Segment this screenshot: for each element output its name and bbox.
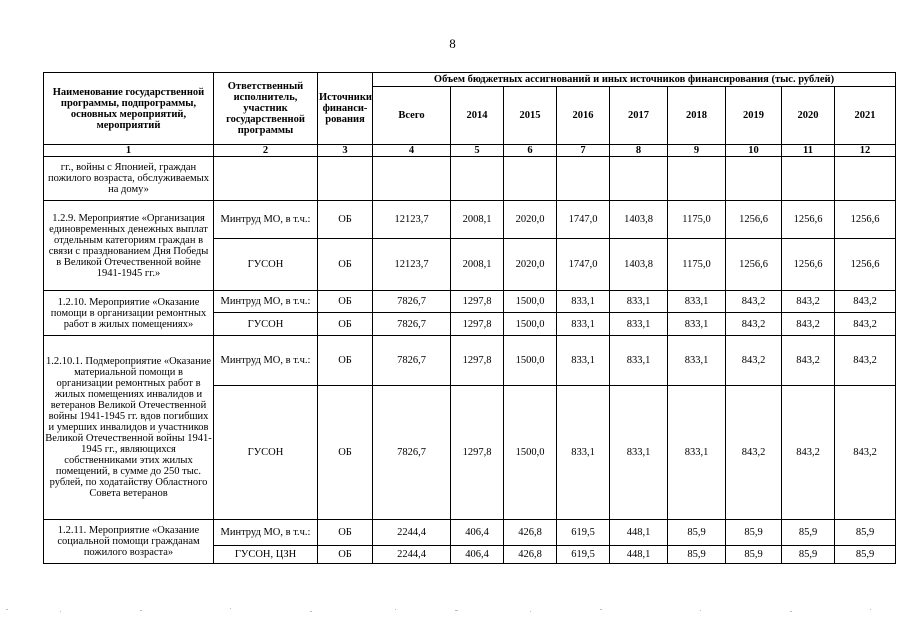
row-name: 1.2.10. Мероприятие «Оказание помощи в организации ремонтных работ в жилых помещениях» (44, 291, 214, 336)
value-cell: 7826,7 (373, 313, 451, 336)
header-responsible: Ответственный исполнитель, участник государственной программы (214, 73, 318, 145)
value-cell: 12123,7 (373, 239, 451, 291)
header-year: 2021 (835, 87, 896, 145)
value-cell: 426,8 (504, 546, 557, 564)
column-number: 11 (782, 145, 835, 157)
value-cell: 843,2 (782, 291, 835, 313)
value-cell: 833,1 (668, 291, 726, 313)
value-cell: 2020,0 (504, 239, 557, 291)
value-cell: 833,1 (668, 313, 726, 336)
responsible-cell: ГУСОН, ЦЗН (214, 546, 318, 564)
header-year: 2016 (557, 87, 610, 145)
header-year: 2020 (782, 87, 835, 145)
column-number: 4 (373, 145, 451, 157)
responsible-cell: ГУСОН (214, 386, 318, 520)
responsible-cell: ГУСОН (214, 313, 318, 336)
source-cell: ОБ (318, 386, 373, 520)
value-cell: 1747,0 (557, 239, 610, 291)
column-number: 3 (318, 145, 373, 157)
value-cell: 843,2 (835, 336, 896, 386)
value-cell: 843,2 (835, 291, 896, 313)
value-cell: 1256,6 (835, 201, 896, 239)
value-cell: 1175,0 (668, 201, 726, 239)
table-row (44, 201, 896, 239)
header-year: 2015 (504, 87, 557, 145)
value-cell: 833,1 (668, 336, 726, 386)
value-cell: 448,1 (610, 546, 668, 564)
value-cell: 843,2 (726, 313, 782, 336)
value-cell: 1403,8 (610, 239, 668, 291)
value-cell: 1500,0 (504, 386, 557, 520)
value-cell: 843,2 (782, 336, 835, 386)
value-cell: 448,1 (610, 520, 668, 546)
value-cell: 833,1 (610, 313, 668, 336)
value-cell: 843,2 (726, 336, 782, 386)
value-cell: 1500,0 (504, 291, 557, 313)
value-cell: 85,9 (668, 520, 726, 546)
value-cell: 619,5 (557, 546, 610, 564)
row-name: гг., войны с Японией, граждан пожилого возраста, обслуживаемых на дому» (44, 157, 214, 201)
source-cell: ОБ (318, 520, 373, 546)
value-cell: 843,2 (835, 313, 896, 336)
value-cell: 833,1 (610, 386, 668, 520)
value-cell: 1297,8 (451, 386, 504, 520)
table-row (44, 520, 896, 546)
value-cell: 12123,7 (373, 201, 451, 239)
column-number: 5 (451, 145, 504, 157)
responsible-cell: Минтруд МО, в т.ч.: (214, 336, 318, 386)
row-name: 1.2.11. Мероприятие «Оказание социальной помощи гражданам пожилого возраста» (44, 520, 214, 564)
value-cell: 833,1 (557, 386, 610, 520)
source-cell: ОБ (318, 239, 373, 291)
value-cell: 1256,6 (835, 239, 896, 291)
value-cell: 833,1 (557, 313, 610, 336)
value-cell: 833,1 (557, 336, 610, 386)
row-name: 1.2.10.1. Подмероприятие «Оказание материальной помощи в организации ремонтных работ в жилых помещениях инвалидов и ветеранов Великой Отечественной войны 1941-1945 гг. вдов погибших и умерших инвалидов и участников Великой Отечественной войны 1941-1945 гг., являющихся собственниками этих жилых помещений, в сумме до 250 тыс. рублей, по ходатайству Областного Совета ветеранов (44, 336, 214, 520)
value-cell: 2020,0 (504, 201, 557, 239)
value-cell: 85,9 (835, 546, 896, 564)
value-cell: 1297,8 (451, 291, 504, 313)
value-cell: 1175,0 (668, 239, 726, 291)
value-cell: 1256,6 (726, 239, 782, 291)
value-cell: 1256,6 (782, 201, 835, 239)
header-name: Наименование государственной программы, подпрограммы, основных мероприятий, мероприятий (44, 73, 214, 145)
value-cell: 85,9 (782, 520, 835, 546)
value-cell: 1747,0 (557, 201, 610, 239)
header-year: 2017 (610, 87, 668, 145)
value-cell: 7826,7 (373, 291, 451, 313)
value-cell: 1500,0 (504, 336, 557, 386)
value-cell: 7826,7 (373, 386, 451, 520)
value-cell: 843,2 (726, 386, 782, 520)
page-number: 8 (449, 36, 456, 51)
source-cell: ОБ (318, 291, 373, 313)
value-cell: 833,1 (668, 386, 726, 520)
value-cell: 2008,1 (451, 239, 504, 291)
table-row (44, 336, 896, 386)
header-total: Всего (373, 87, 451, 145)
value-cell: 843,2 (782, 313, 835, 336)
value-cell: 2008,1 (451, 201, 504, 239)
header-year: 2019 (726, 87, 782, 145)
value-cell: 843,2 (782, 386, 835, 520)
value-cell: 85,9 (726, 546, 782, 564)
source-cell: ОБ (318, 336, 373, 386)
value-cell: 7826,7 (373, 336, 451, 386)
header-sources: Источники финанси-рования (318, 73, 373, 145)
header-volume: Объем бюджетных ассигнований и иных источников финансирования (тыс. рублей) (373, 73, 896, 87)
value-cell: 843,2 (726, 291, 782, 313)
value-cell: 833,1 (610, 336, 668, 386)
column-number: 6 (504, 145, 557, 157)
value-cell: 1256,6 (782, 239, 835, 291)
header-year: 2018 (668, 87, 726, 145)
column-number: 2 (214, 145, 318, 157)
source-cell: ОБ (318, 201, 373, 239)
value-cell: 85,9 (835, 520, 896, 546)
value-cell: 843,2 (835, 386, 896, 520)
responsible-cell: ГУСОН (214, 239, 318, 291)
source-cell: ОБ (318, 313, 373, 336)
value-cell: 833,1 (610, 291, 668, 313)
value-cell: 2244,4 (373, 546, 451, 564)
value-cell: 1500,0 (504, 313, 557, 336)
value-cell: 406,4 (451, 520, 504, 546)
value-cell: 1297,8 (451, 313, 504, 336)
source-cell: ОБ (318, 546, 373, 564)
responsible-cell: Минтруд МО, в т.ч.: (214, 291, 318, 313)
column-number: 1 (44, 145, 214, 157)
budget-table (43, 72, 896, 564)
value-cell: 619,5 (557, 520, 610, 546)
value-cell: 2244,4 (373, 520, 451, 546)
scan-noise (0, 605, 905, 615)
value-cell: 833,1 (557, 291, 610, 313)
value-cell: 85,9 (726, 520, 782, 546)
value-cell: 85,9 (668, 546, 726, 564)
header-year: 2014 (451, 87, 504, 145)
column-number: 7 (557, 145, 610, 157)
value-cell: 406,4 (451, 546, 504, 564)
table-row (44, 157, 896, 201)
column-number: 10 (726, 145, 782, 157)
value-cell: 426,8 (504, 520, 557, 546)
responsible-cell: Минтруд МО, в т.ч.: (214, 201, 318, 239)
value-cell: 85,9 (782, 546, 835, 564)
column-number: 9 (668, 145, 726, 157)
column-number: 12 (835, 145, 896, 157)
column-number: 8 (610, 145, 668, 157)
responsible-cell: Минтруд МО, в т.ч.: (214, 520, 318, 546)
row-name: 1.2.9. Мероприятие «Организация единовременных денежных выплат отдельным категориям граждан в связи с празднованием Дня Победы в Великой Отечественной войне 1941-1945 гг.» (44, 201, 214, 291)
table-row (44, 291, 896, 313)
value-cell: 1297,8 (451, 336, 504, 386)
value-cell: 1256,6 (726, 201, 782, 239)
value-cell: 1403,8 (610, 201, 668, 239)
